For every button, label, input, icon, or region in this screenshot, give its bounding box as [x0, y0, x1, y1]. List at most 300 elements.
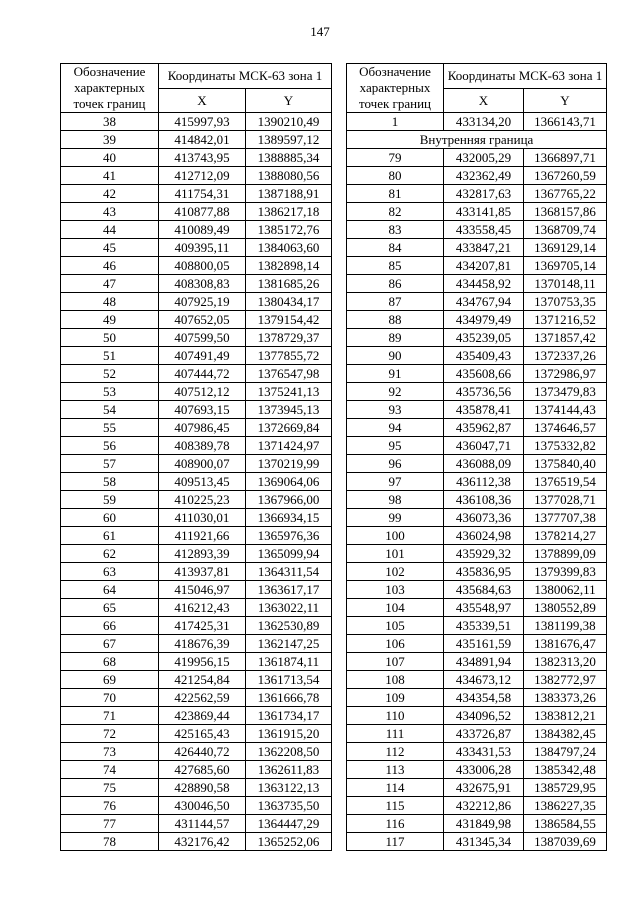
coord-x: 409395,11 [159, 239, 246, 257]
table-row [347, 311, 607, 329]
table-row [61, 707, 332, 725]
point-number: 113 [347, 761, 444, 779]
coord-y: 1376547,98 [246, 365, 332, 383]
coord-y: 1375840,40 [524, 455, 607, 473]
coord-x: 407491,49 [159, 347, 246, 365]
point-number: 111 [347, 725, 444, 743]
coord-x: 434891,94 [444, 653, 524, 671]
coord-x: 410877,88 [159, 203, 246, 221]
coord-y: 1373479,83 [524, 383, 607, 401]
table-row [61, 419, 332, 437]
table-row [347, 797, 607, 815]
table-row [347, 203, 607, 221]
coord-x: 418676,39 [159, 635, 246, 653]
coord-x: 426440,72 [159, 743, 246, 761]
coord-x: 436108,36 [444, 491, 524, 509]
coord-x: 419956,15 [159, 653, 246, 671]
table-row [61, 185, 332, 203]
coord-y: 1371216,52 [524, 311, 607, 329]
coord-y: 1383812,21 [524, 707, 607, 725]
point-number: 105 [347, 617, 444, 635]
coord-y: 1365976,36 [246, 527, 332, 545]
coord-y: 1388885,34 [246, 149, 332, 167]
coord-y: 1373945,13 [246, 401, 332, 419]
coord-x: 435736,56 [444, 383, 524, 401]
table-row [61, 779, 332, 797]
table-row [61, 743, 332, 761]
point-number: 71 [61, 707, 159, 725]
coord-x: 433134,20 [444, 113, 524, 131]
table-row [347, 185, 607, 203]
point-number: 70 [61, 689, 159, 707]
point-number: 75 [61, 779, 159, 797]
point-number: 78 [61, 833, 159, 851]
point-number: 68 [61, 653, 159, 671]
table-row [347, 491, 607, 509]
table-row [347, 509, 607, 527]
table-row [61, 833, 332, 851]
table-row [347, 239, 607, 257]
point-number: 94 [347, 419, 444, 437]
coord-x: 432005,29 [444, 149, 524, 167]
coordinates-table-right [346, 63, 607, 851]
coord-x: 422562,59 [159, 689, 246, 707]
point-number: 66 [61, 617, 159, 635]
point-number: 99 [347, 509, 444, 527]
coord-x: 409513,45 [159, 473, 246, 491]
coord-y: 1363122,13 [246, 779, 332, 797]
table-row [61, 455, 332, 473]
coord-x: 415046,97 [159, 581, 246, 599]
point-number: 73 [61, 743, 159, 761]
table-row [347, 347, 607, 365]
coord-y: 1370219,99 [246, 455, 332, 473]
point-number: 103 [347, 581, 444, 599]
coord-x: 435684,63 [444, 581, 524, 599]
point-number: 109 [347, 689, 444, 707]
inner-boundary-label: Внутренняя граница [347, 131, 607, 149]
coord-x: 435929,32 [444, 545, 524, 563]
point-number: 116 [347, 815, 444, 833]
table-row [347, 401, 607, 419]
coord-x: 435548,97 [444, 599, 524, 617]
table-row [347, 833, 607, 851]
coord-y: 1361915,20 [246, 725, 332, 743]
table-row [61, 671, 332, 689]
point-number: 82 [347, 203, 444, 221]
point-number: 67 [61, 635, 159, 653]
table-row [61, 527, 332, 545]
coord-y: 1363735,50 [246, 797, 332, 815]
point-number: 115 [347, 797, 444, 815]
coord-x: 433431,53 [444, 743, 524, 761]
coord-x: 411030,01 [159, 509, 246, 527]
coord-y: 1376519,54 [524, 473, 607, 491]
table-row [347, 707, 607, 725]
coord-x: 433726,87 [444, 725, 524, 743]
coord-y: 1387188,91 [246, 185, 332, 203]
table-row [61, 635, 332, 653]
table-row [61, 491, 332, 509]
table-row [61, 815, 332, 833]
point-number: 54 [61, 401, 159, 419]
table-row [347, 455, 607, 473]
coord-y: 1366934,15 [246, 509, 332, 527]
table-row [347, 635, 607, 653]
point-number: 95 [347, 437, 444, 455]
point-number: 42 [61, 185, 159, 203]
coord-x: 432675,91 [444, 779, 524, 797]
point-number: 87 [347, 293, 444, 311]
coord-y: 1374646,57 [524, 419, 607, 437]
coord-y: 1383373,26 [524, 689, 607, 707]
coord-y: 1370753,35 [524, 293, 607, 311]
point-number: 48 [61, 293, 159, 311]
point-number: 96 [347, 455, 444, 473]
point-number: 98 [347, 491, 444, 509]
coord-x: 433006,28 [444, 761, 524, 779]
header-x: X [159, 88, 246, 113]
table-row [347, 221, 607, 239]
point-number: 77 [61, 815, 159, 833]
coord-y: 1371424,97 [246, 437, 332, 455]
table-row [347, 473, 607, 491]
coord-y: 1386217,18 [246, 203, 332, 221]
point-number: 112 [347, 743, 444, 761]
coord-y: 1367765,22 [524, 185, 607, 203]
coord-y: 1378899,09 [524, 545, 607, 563]
point-number: 53 [61, 383, 159, 401]
point-number: 80 [347, 167, 444, 185]
point-number: 97 [347, 473, 444, 491]
coord-y: 1380062,11 [524, 581, 607, 599]
coord-x: 434354,58 [444, 689, 524, 707]
coord-x: 407444,72 [159, 365, 246, 383]
point-number: 107 [347, 653, 444, 671]
coord-x: 415997,93 [159, 113, 246, 131]
point-number: 83 [347, 221, 444, 239]
coord-y: 1372986,97 [524, 365, 607, 383]
point-number: 81 [347, 185, 444, 203]
point-number: 51 [61, 347, 159, 365]
coord-y: 1362147,25 [246, 635, 332, 653]
coord-y: 1363022,11 [246, 599, 332, 617]
coord-x: 423869,44 [159, 707, 246, 725]
coord-y: 1372337,26 [524, 347, 607, 365]
coordinates-table-left [60, 63, 332, 851]
table-row [347, 437, 607, 455]
coord-y: 1361734,17 [246, 707, 332, 725]
coord-x: 435878,41 [444, 401, 524, 419]
coord-x: 432176,42 [159, 833, 246, 851]
point-number: 64 [61, 581, 159, 599]
coord-x: 421254,84 [159, 671, 246, 689]
point-number: 46 [61, 257, 159, 275]
point-number: 43 [61, 203, 159, 221]
coord-x: 436112,38 [444, 473, 524, 491]
table-row [347, 329, 607, 347]
coord-y: 1374144,43 [524, 401, 607, 419]
coord-y: 1378729,37 [246, 329, 332, 347]
point-number: 60 [61, 509, 159, 527]
coord-y: 1387039,69 [524, 833, 607, 851]
table-row [347, 167, 607, 185]
coord-y: 1368709,74 [524, 221, 607, 239]
coord-y: 1364311,54 [246, 563, 332, 581]
table-row [61, 275, 332, 293]
coord-x: 431345,34 [444, 833, 524, 851]
table-row [347, 293, 607, 311]
table-row [61, 617, 332, 635]
point-number: 79 [347, 149, 444, 167]
table-row [61, 437, 332, 455]
coord-x: 427685,60 [159, 761, 246, 779]
coord-x: 435836,95 [444, 563, 524, 581]
coord-y: 1385342,48 [524, 761, 607, 779]
table-row [61, 761, 332, 779]
table-row [347, 257, 607, 275]
coord-x: 434458,92 [444, 275, 524, 293]
coord-y: 1380552,89 [524, 599, 607, 617]
table-row [61, 365, 332, 383]
header-coordinate-system: Координаты МСК-63 зона 1 [444, 64, 607, 89]
coord-x: 435239,05 [444, 329, 524, 347]
coord-y: 1381685,26 [246, 275, 332, 293]
coord-y: 1388080,56 [246, 167, 332, 185]
point-number: 85 [347, 257, 444, 275]
coord-y: 1362530,89 [246, 617, 332, 635]
point-number: 84 [347, 239, 444, 257]
header-point-designation: Обозначение характерных точек границ [61, 64, 159, 113]
table-row [347, 743, 607, 761]
point-number: 45 [61, 239, 159, 257]
table-row [347, 581, 607, 599]
coord-y: 1362208,50 [246, 743, 332, 761]
coord-x: 433558,45 [444, 221, 524, 239]
point-number: 110 [347, 707, 444, 725]
coord-x: 430046,50 [159, 797, 246, 815]
table-row [61, 257, 332, 275]
point-number: 104 [347, 599, 444, 617]
section-row [347, 131, 607, 149]
coord-x: 407925,19 [159, 293, 246, 311]
coord-y: 1377855,72 [246, 347, 332, 365]
table-row [347, 653, 607, 671]
table-row [347, 545, 607, 563]
coord-x: 411921,66 [159, 527, 246, 545]
table-body-left [61, 113, 332, 851]
point-number: 90 [347, 347, 444, 365]
point-number: 69 [61, 671, 159, 689]
coord-y: 1382898,14 [246, 257, 332, 275]
point-number: 40 [61, 149, 159, 167]
table-row [61, 149, 332, 167]
table-row [347, 383, 607, 401]
coord-y: 1366897,71 [524, 149, 607, 167]
point-number: 108 [347, 671, 444, 689]
coord-x: 436073,36 [444, 509, 524, 527]
table-row [61, 581, 332, 599]
coord-y: 1362611,83 [246, 761, 332, 779]
coord-x: 428890,58 [159, 779, 246, 797]
coord-y: 1378214,27 [524, 527, 607, 545]
coord-y: 1375332,82 [524, 437, 607, 455]
coord-x: 432212,86 [444, 797, 524, 815]
point-number: 50 [61, 329, 159, 347]
coord-x: 408308,83 [159, 275, 246, 293]
table-row [347, 689, 607, 707]
header-x: X [444, 88, 524, 113]
coord-x: 431849,98 [444, 815, 524, 833]
coord-y: 1377707,38 [524, 509, 607, 527]
point-number: 39 [61, 131, 159, 149]
coord-x: 408389,78 [159, 437, 246, 455]
coord-x: 434673,12 [444, 671, 524, 689]
table-row [61, 113, 332, 131]
point-number: 106 [347, 635, 444, 653]
point-number: 41 [61, 167, 159, 185]
table-row [347, 149, 607, 167]
table-row [61, 203, 332, 221]
table-row [347, 419, 607, 437]
coord-y: 1382313,20 [524, 653, 607, 671]
table-row [61, 653, 332, 671]
page-number: 147 [310, 24, 330, 39]
coord-x: 413743,95 [159, 149, 246, 167]
point-number: 62 [61, 545, 159, 563]
point-number: 117 [347, 833, 444, 851]
coord-y: 1367966,00 [246, 491, 332, 509]
point-number: 88 [347, 311, 444, 329]
coord-y: 1385729,95 [524, 779, 607, 797]
coord-x: 435161,59 [444, 635, 524, 653]
coord-y: 1386584,55 [524, 815, 607, 833]
coord-y: 1361666,78 [246, 689, 332, 707]
coord-x: 435608,66 [444, 365, 524, 383]
coord-x: 434767,94 [444, 293, 524, 311]
coord-y: 1364447,29 [246, 815, 332, 833]
coord-x: 407986,45 [159, 419, 246, 437]
coord-x: 432362,49 [444, 167, 524, 185]
coord-y: 1365252,06 [246, 833, 332, 851]
table-row [347, 599, 607, 617]
table-row [61, 293, 332, 311]
coord-x: 431144,57 [159, 815, 246, 833]
table-row [61, 599, 332, 617]
coord-y: 1375241,13 [246, 383, 332, 401]
table-row [61, 725, 332, 743]
table-row [61, 689, 332, 707]
coord-y: 1361713,54 [246, 671, 332, 689]
table-row [347, 275, 607, 293]
coord-x: 436088,09 [444, 455, 524, 473]
point-number: 63 [61, 563, 159, 581]
coord-x: 436047,71 [444, 437, 524, 455]
coord-y: 1384063,60 [246, 239, 332, 257]
header-y: Y [524, 88, 607, 113]
coord-y: 1369129,14 [524, 239, 607, 257]
point-number: 93 [347, 401, 444, 419]
coord-y: 1365099,94 [246, 545, 332, 563]
coord-y: 1379154,42 [246, 311, 332, 329]
coord-x: 435962,87 [444, 419, 524, 437]
point-number: 74 [61, 761, 159, 779]
coord-x: 412712,09 [159, 167, 246, 185]
coord-y: 1368157,86 [524, 203, 607, 221]
point-number: 56 [61, 437, 159, 455]
table-row [347, 761, 607, 779]
point-number: 61 [61, 527, 159, 545]
coord-x: 433847,21 [444, 239, 524, 257]
table-row [347, 617, 607, 635]
table-row [347, 527, 607, 545]
coord-x: 408900,07 [159, 455, 246, 473]
coord-y: 1385172,76 [246, 221, 332, 239]
coord-y: 1384382,45 [524, 725, 607, 743]
table-row [347, 725, 607, 743]
header-coordinate-system: Координаты МСК-63 зона 1 [159, 64, 332, 89]
table-row [61, 383, 332, 401]
coord-y: 1382772,97 [524, 671, 607, 689]
coord-x: 432817,63 [444, 185, 524, 203]
coord-x: 407512,12 [159, 383, 246, 401]
coord-y: 1361874,11 [246, 653, 332, 671]
coord-y: 1366143,71 [524, 113, 607, 131]
point-number: 100 [347, 527, 444, 545]
table-row [61, 239, 332, 257]
coord-y: 1370148,11 [524, 275, 607, 293]
coord-x: 408800,05 [159, 257, 246, 275]
table-row [347, 671, 607, 689]
coord-y: 1381199,38 [524, 617, 607, 635]
point-number: 52 [61, 365, 159, 383]
coord-x: 417425,31 [159, 617, 246, 635]
coord-y: 1369705,14 [524, 257, 607, 275]
coord-y: 1384797,24 [524, 743, 607, 761]
table-row [61, 311, 332, 329]
point-number: 1 [347, 113, 444, 131]
coord-y: 1381676,47 [524, 635, 607, 653]
table-row [61, 563, 332, 581]
point-number: 65 [61, 599, 159, 617]
point-number: 101 [347, 545, 444, 563]
coord-x: 410225,23 [159, 491, 246, 509]
point-number: 44 [61, 221, 159, 239]
table-row [61, 221, 332, 239]
coord-x: 407652,05 [159, 311, 246, 329]
table-row [61, 545, 332, 563]
point-number: 47 [61, 275, 159, 293]
coord-y: 1367260,59 [524, 167, 607, 185]
point-number: 55 [61, 419, 159, 437]
coord-y: 1389597,12 [246, 131, 332, 149]
point-number: 114 [347, 779, 444, 797]
table-row [61, 347, 332, 365]
coord-x: 407693,15 [159, 401, 246, 419]
point-number: 38 [61, 113, 159, 131]
point-number: 86 [347, 275, 444, 293]
coord-x: 410089,49 [159, 221, 246, 239]
coord-x: 425165,43 [159, 725, 246, 743]
coord-y: 1380434,17 [246, 293, 332, 311]
point-number: 92 [347, 383, 444, 401]
coord-y: 1379399,83 [524, 563, 607, 581]
coord-y: 1386227,35 [524, 797, 607, 815]
point-number: 91 [347, 365, 444, 383]
table-row [61, 509, 332, 527]
table-row [61, 167, 332, 185]
point-number: 72 [61, 725, 159, 743]
